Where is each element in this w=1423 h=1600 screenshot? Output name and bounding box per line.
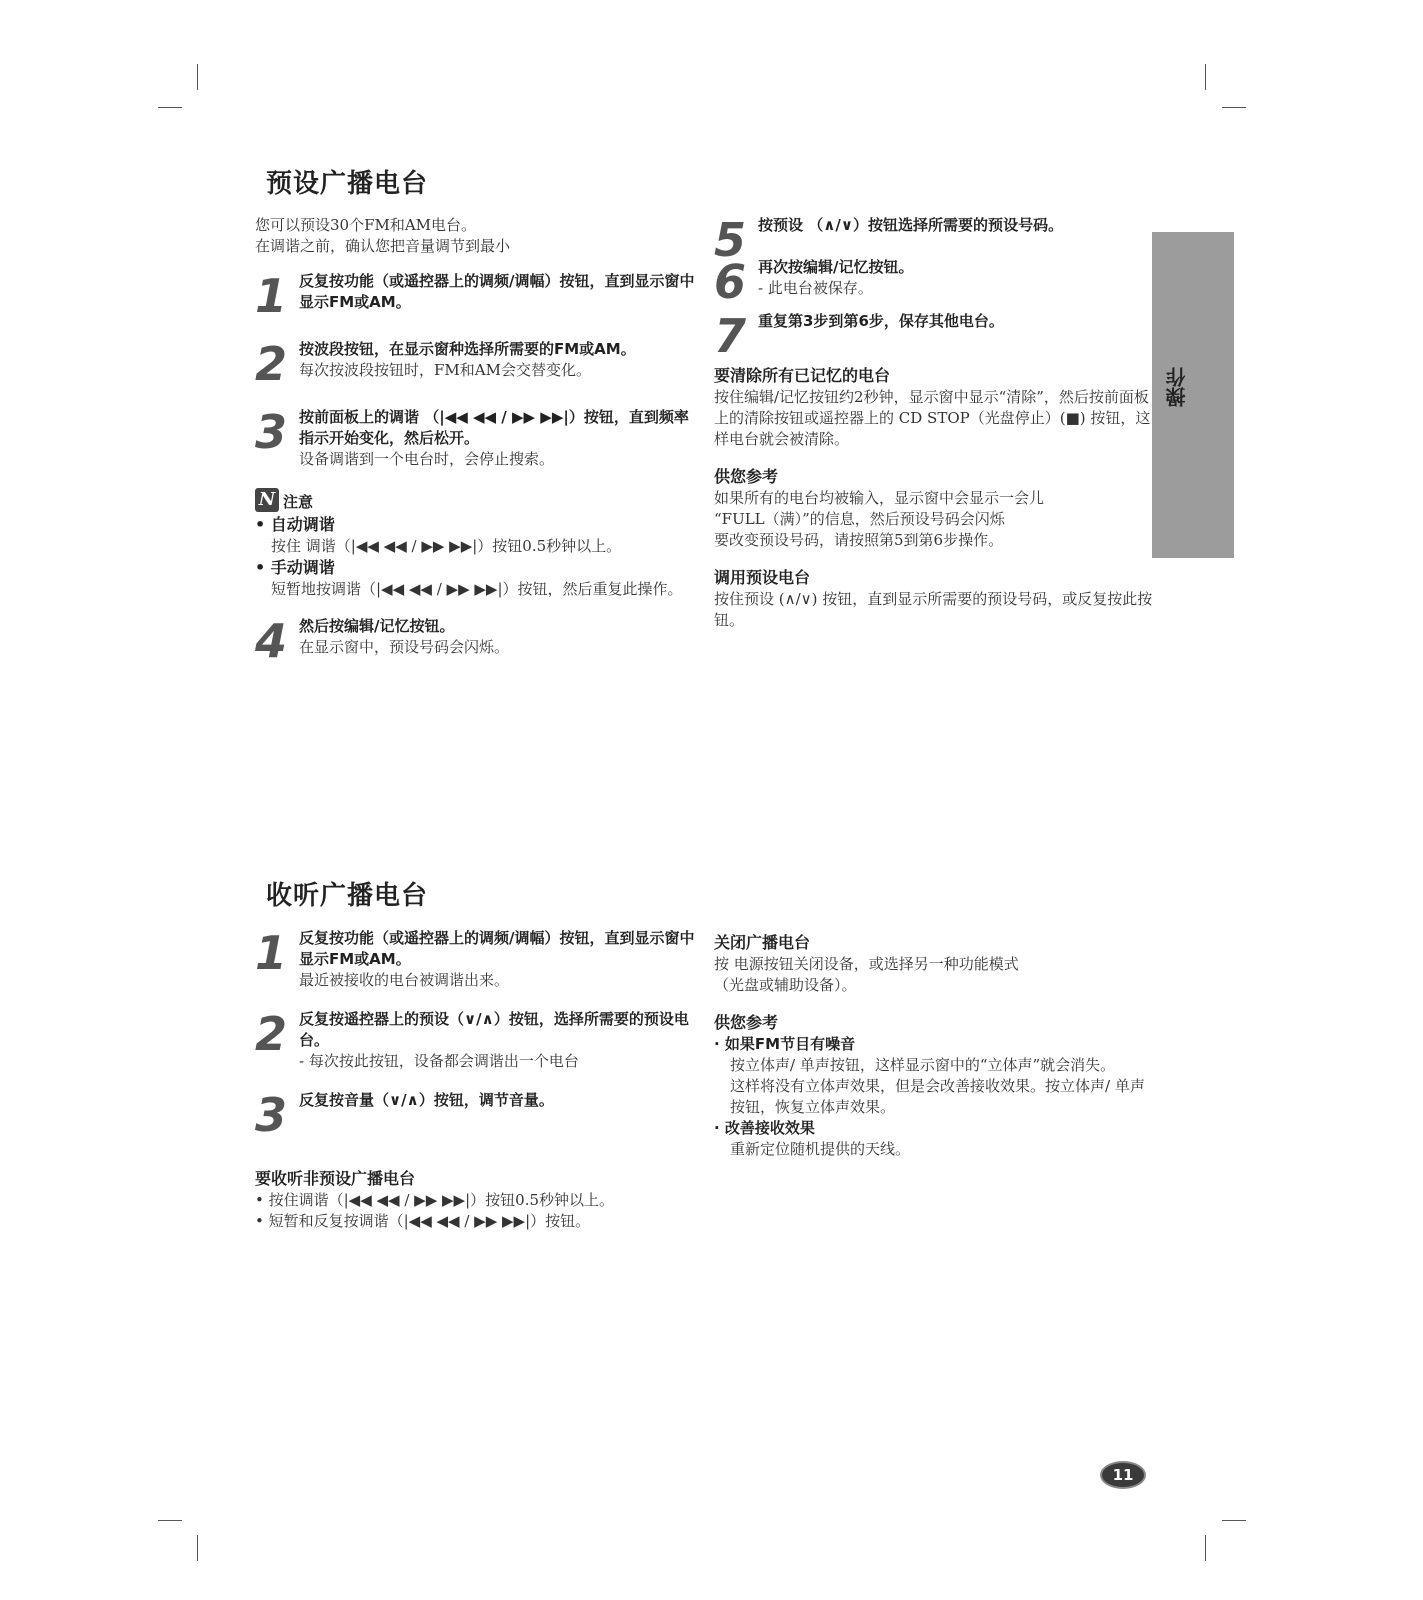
step-4: [255, 616, 695, 666]
crop-mark: [1222, 1520, 1246, 1521]
step-number: 1: [255, 269, 288, 323]
step-number: 5: [714, 213, 747, 267]
step-3: [255, 407, 695, 470]
section1-right-column: [714, 215, 1154, 647]
recall-text: 按住预设 (∧/∨) 按钮，直到显示所需要的预设号码，或反复按此按钮。: [714, 590, 1153, 629]
reference-heading: 供您参考: [714, 467, 779, 486]
crop-mark: [197, 64, 198, 90]
reference-heading: 供您参考: [714, 1013, 779, 1032]
clear-heading: 要清除所有已记忆的电台: [714, 366, 891, 385]
turn-off-line: （光盘或辅助设备）。: [714, 976, 857, 994]
step-body: 设备调谐到一个电台时，会停止搜索。: [299, 450, 555, 468]
non-preset-heading: 要收听非预设广播电台: [255, 1169, 416, 1188]
intro-line: 在调谐之前，确认您把音量调节到最小: [255, 237, 511, 255]
section2-right-column: [714, 928, 1154, 1176]
step-body: 在显示窗中，预设号码会闪烁。: [299, 638, 510, 656]
non-preset-item: • 按住调谐（|◀◀ ◀◀ / ▶▶ ▶▶|）按钮0.5秒钟以上。: [255, 1190, 695, 1211]
recall-preset: [714, 567, 1154, 631]
step-heading: 反复按音量（∨/∧）按钮，调节音量。: [299, 1091, 554, 1109]
recall-heading: 调用预设电台: [714, 568, 811, 587]
crop-mark: [1205, 1535, 1206, 1561]
step-7: [714, 309, 1154, 363]
step-number: 4: [255, 614, 288, 668]
step-heading: 反复按功能（或遥控器上的调频/调幅）按钮，直到显示窗中显示FM或AM。: [299, 929, 695, 968]
crop-mark: [1222, 107, 1246, 108]
section2-left-column: [255, 928, 695, 1248]
auto-tune-heading: • 自动调谐: [255, 514, 695, 536]
step-1: [255, 271, 695, 321]
intro-line: 您可以预设30个FM和AM电台。: [255, 216, 477, 234]
step-3: [255, 1090, 695, 1140]
step-heading: 按波段按钮，在显示窗种选择所需要的FM或AM。: [299, 340, 636, 358]
step-heading: 再次按编辑/记忆按钮。: [758, 258, 914, 276]
step-body: - 每次按此按钮，设备都会调谐出一个电台: [299, 1052, 579, 1070]
crop-mark: [158, 1520, 182, 1521]
manual-tune-text: 短暂地按调谐（|◀◀ ◀◀ / ▶▶ ▶▶|）按钮，然后重复此操作。: [271, 580, 683, 598]
step-heading: 按预设 （∧/∨）按钮选择所需要的预设号码。: [758, 216, 1064, 234]
turn-off-radio: [714, 932, 1154, 996]
clear-stations: [714, 365, 1154, 450]
step-number: 2: [255, 337, 288, 391]
non-preset-stations: [255, 1168, 695, 1232]
crop-mark: [158, 107, 182, 108]
reference-line: “FULL（满）”的信息，然后预设号码会闪烁: [714, 510, 1005, 528]
crop-mark: [197, 1535, 198, 1561]
step-heading: 然后按编辑/记忆按钮。: [299, 617, 455, 635]
reference: [714, 466, 1154, 551]
step-heading: 按前面板上的调谐 （|◀◀ ◀◀ / ▶▶ ▶▶|）按钮，直到频率指示开始变化，然后松开。: [299, 408, 689, 447]
clear-text: 按住编辑/记忆按钮约2秒钟，显示窗中显示“清除”，然后按前面板上的清除按钮或遥控器上的 CD STOP（光盘停止）(■) 按钮，这样电台就会被清除。: [714, 388, 1151, 448]
step-2: [255, 339, 695, 389]
step-number: 6: [714, 255, 747, 309]
noise-text: 按立体声/ 单声按钮，这样显示窗中的“立体声”就会消失。: [730, 1056, 1116, 1074]
step-heading: 重复第3步到第6步，保存其他电台。: [758, 312, 1004, 330]
intro: [255, 215, 695, 257]
improve-heading: · 改善接收效果: [714, 1118, 1154, 1139]
step-number: 3: [255, 1088, 288, 1142]
step-number: 1: [255, 926, 288, 980]
step-6: [714, 255, 1154, 309]
turn-off-line: 按 电源按钮关闭设备，或选择另一种功能模式: [714, 955, 1019, 973]
side-tab: [1152, 232, 1234, 558]
page-number: 11: [1100, 1461, 1146, 1489]
step-2: [255, 1009, 695, 1072]
crop-mark: [1205, 64, 1206, 90]
improve-text: 重新定位随机提供的天线。: [730, 1140, 911, 1158]
step-body: 每次按波段按钮时，FM和AM会交替变化。: [299, 361, 591, 379]
manual-tune-heading: • 手动调谐: [255, 557, 695, 579]
section-title-listen: 收听广播电台: [266, 881, 429, 911]
section-title-preset: 预设广播电台: [266, 169, 429, 199]
note-icon: N: [255, 488, 279, 512]
note-header: [255, 488, 695, 512]
step-number: 7: [714, 309, 747, 363]
reference-line: 要改变预设号码，请按照第5到第6步操作。: [714, 531, 1004, 549]
reference: [714, 1012, 1154, 1160]
step-heading: 反复按功能（或遥控器上的调频/调幅）按钮，直到显示窗中显示FM或AM。: [299, 272, 695, 311]
reference-line: 如果所有的电台均被输入，显示窗中会显示一会儿: [714, 489, 1045, 507]
note-label: 注意: [283, 493, 314, 511]
turn-off-heading: 关闭广播电台: [714, 933, 811, 952]
step-heading: 反复按遥控器上的预设（∨/∧）按钮，选择所需要的预设电台。: [299, 1010, 689, 1049]
noise-text: 这样将没有立体声效果，但是会改善接收效果。按立体声/ 单声按钮，恢复立体声效果。: [730, 1077, 1145, 1116]
step-number: 3: [255, 405, 288, 459]
side-tab-label: 操作: [1165, 367, 1189, 407]
noise-heading: · 如果FM节目有噪音: [714, 1034, 1154, 1055]
section1-left-column: [255, 215, 695, 684]
step-body: - 此电台被保存。: [758, 279, 873, 297]
auto-tune-text: 按住 调谐（|◀◀ ◀◀ / ▶▶ ▶▶|）按钮0.5秒钟以上。: [271, 537, 622, 555]
step-body: 最近被接收的电台被调谐出来。: [299, 971, 510, 989]
non-preset-item: • 短暂和反复按调谐（|◀◀ ◀◀ / ▶▶ ▶▶|）按钮。: [255, 1211, 695, 1232]
note-box: [255, 488, 695, 600]
step-number: 2: [255, 1007, 288, 1061]
step-1: [255, 928, 695, 991]
